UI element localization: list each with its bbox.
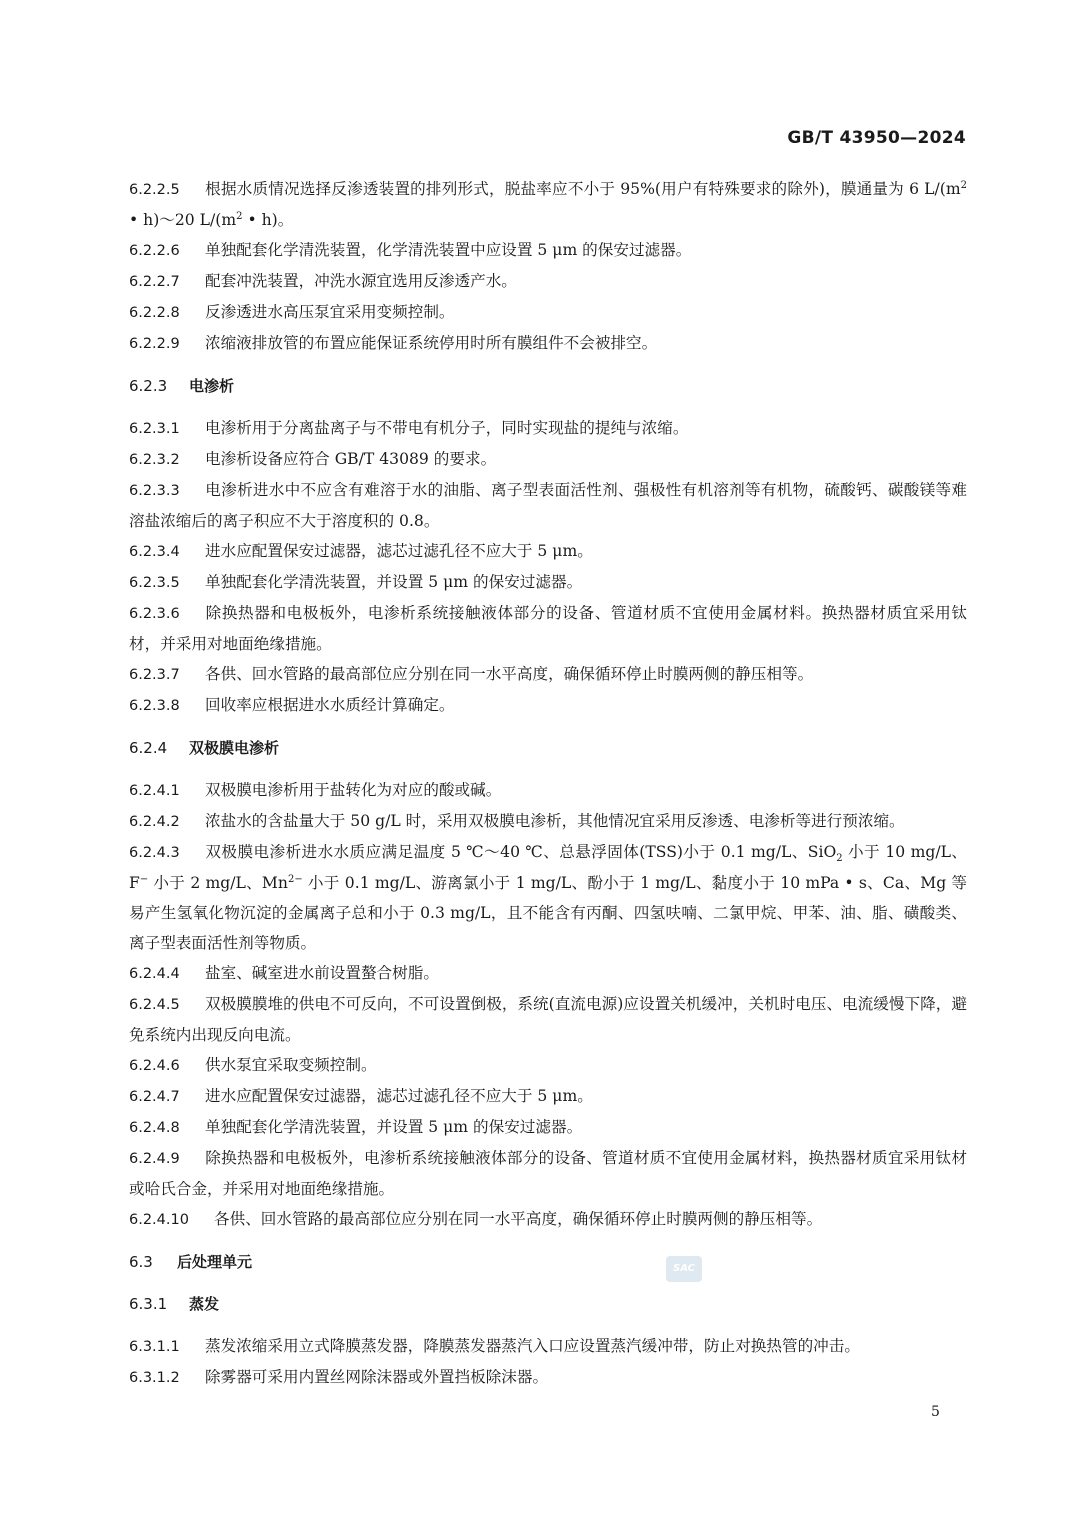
clause-6-2-2-9: 6.2.2.9 浓缩液排放管的布置应能保证系统停用时所有膜组件不会被排空。	[129, 334, 658, 352]
clause-6-2-3-4: 6.2.3.4 进水应配置保安过滤器，滤芯过滤孔径不应大于 5 μm。	[129, 542, 593, 560]
clause-6-2-4-2: 6.2.4.2 浓盐水的含盐量大于 50 g/L 时，采用双极膜电渗析，其他情况宜采用反渗透、电渗析等进行预浓缩。	[129, 812, 905, 830]
clause-6-2-4-8: 6.2.4.8 单独配套化学清洗装置，并设置 5 μm 的保安过滤器。	[129, 1118, 583, 1136]
standard-number: GB/T 43950—2024	[787, 128, 966, 148]
sac-watermark-logo: SAC	[666, 1256, 702, 1282]
clause-6-2-2-6: 6.2.2.6 单独配套化学清洗装置，化学清洗装置中应设置 5 μm 的保安过滤器。	[129, 241, 692, 259]
clause-6-3-1-2: 6.3.1.2 除雾器可采用内置丝网除沫器或外置挡板除沫器。	[129, 1368, 549, 1386]
clause-6-2-4-9: 6.2.4.9 除换热器和电极板外，电渗析系统接触液体部分的设备、管道材质不宜使用金属材料，换热器材质宜采用钛材或哈氏合金，并采用对地面绝缘措施。	[129, 1149, 967, 1198]
clause-6-2-2-7: 6.2.2.7 配套冲洗装置，冲洗水源宜选用反渗透产水。	[129, 272, 517, 290]
section-heading-6-3-1: 6.3.1 蒸发	[129, 1295, 220, 1313]
clause-6-2-4-7: 6.2.4.7 进水应配置保安过滤器，滤芯过滤孔径不应大于 5 μm。	[129, 1087, 593, 1105]
page-number: 5	[931, 1404, 940, 1420]
clause-6-3-1-1: 6.3.1.1 蒸发浓缩采用立式降膜蒸发器，降膜蒸发器蒸汽入口应设置蒸汽缓冲带，防止对换热管的冲击。	[129, 1337, 860, 1355]
clause-6-2-4-1: 6.2.4.1 双极膜电渗析用于盐转化为对应的酸或碱。	[129, 781, 502, 799]
section-heading-6-2-4: 6.2.4 双极膜电渗析	[129, 739, 280, 757]
clause-6-2-4-4: 6.2.4.4 盐室、碱室进水前设置螯合树脂。	[129, 964, 439, 982]
clause-6-2-3-7: 6.2.3.7 各供、回水管路的最高部位应分别在同一水平高度，确保循环停止时膜两侧的静压相等。	[129, 665, 814, 683]
clause-6-2-2-5: 6.2.2.5 根据水质情况选择反渗透装置的排列形式，脱盐率应不小于 95%(用户有特殊要求的除外)，膜通量为 6 $L/(m^2$ • h)～20 $L/(m^2$ • h)。	[129, 179, 967, 229]
clause-6-2-3-1: 6.2.3.1 电渗析用于分离盐离子与不带电有机分子，同时实现盐的提纯与浓缩。	[129, 419, 689, 437]
clause-6-2-4-6: 6.2.4.6 供水泵宜采取变频控制。	[129, 1056, 377, 1074]
clause-6-2-3-8: 6.2.3.8 回收率应根据进水水质经计算确定。	[129, 696, 455, 714]
clause-6-2-4-3: 6.2.4.3 双极膜电渗析进水水质应满足温度 5 ℃～40 ℃、总悬浮固体(TSS)小于 0.1 mg/L、SiO$_2$ 小于 10 mg/L、F− 小于 2 mg/L、$Mn^{2-}$ 小于 0.1 mg/L、游离氯小于 1 mg/L、酚小于 1 mg/L、黏度小于 10 mPa • s、Ca、Mg 等易产生氢氧化物沉淀的金属离子总和小于 0.3 mg/L，且不能含有丙酮、四氢呋喃、二氯甲烷、甲苯、油、脂、磺酸类、离子型表面活性剂等物质。	[129, 843, 967, 952]
section-heading-6-2-3: 6.2.3 电渗析	[129, 377, 235, 395]
clause-6-2-3-5: 6.2.3.5 单独配套化学清洗装置，并设置 5 μm 的保安过滤器。	[129, 573, 583, 591]
clause-6-2-4-5: 6.2.4.5 双极膜膜堆的供电不可反向，不可设置倒极，系统(直流电源)应设置关机缓冲，关机时电压、电流缓慢下降，避免系统内出现反向电流。	[129, 995, 967, 1044]
clause-6-2-2-8: 6.2.2.8 反渗透进水高压泵宜采用变频控制。	[129, 303, 455, 321]
document-body	[129, 174, 967, 1393]
clause-6-2-3-2: 6.2.3.2 电渗析设备应符合 GB/T 43089 的要求。	[129, 450, 497, 468]
section-heading-6-3: 6.3 后处理单元	[129, 1253, 253, 1271]
clause-6-2-3-6: 6.2.3.6 除换热器和电极板外，电渗析系统接触液体部分的设备、管道材质不宜使用金属材料。换热器材质宜采用钛材，并采用对地面绝缘措施。	[129, 604, 967, 653]
clause-6-2-4-10: 6.2.4.10 各供、回水管路的最高部位应分别在同一水平高度，确保循环停止时膜两侧的静压相等。	[129, 1210, 823, 1228]
clause-6-2-3-3: 6.2.3.3 电渗析进水中不应含有难溶于水的油脂、离子型表面活性剂、强极性有机溶剂等有机物，硫酸钙、碳酸镁等难溶盐浓缩后的离子积应不大于溶度积的 0.8。	[129, 481, 967, 530]
